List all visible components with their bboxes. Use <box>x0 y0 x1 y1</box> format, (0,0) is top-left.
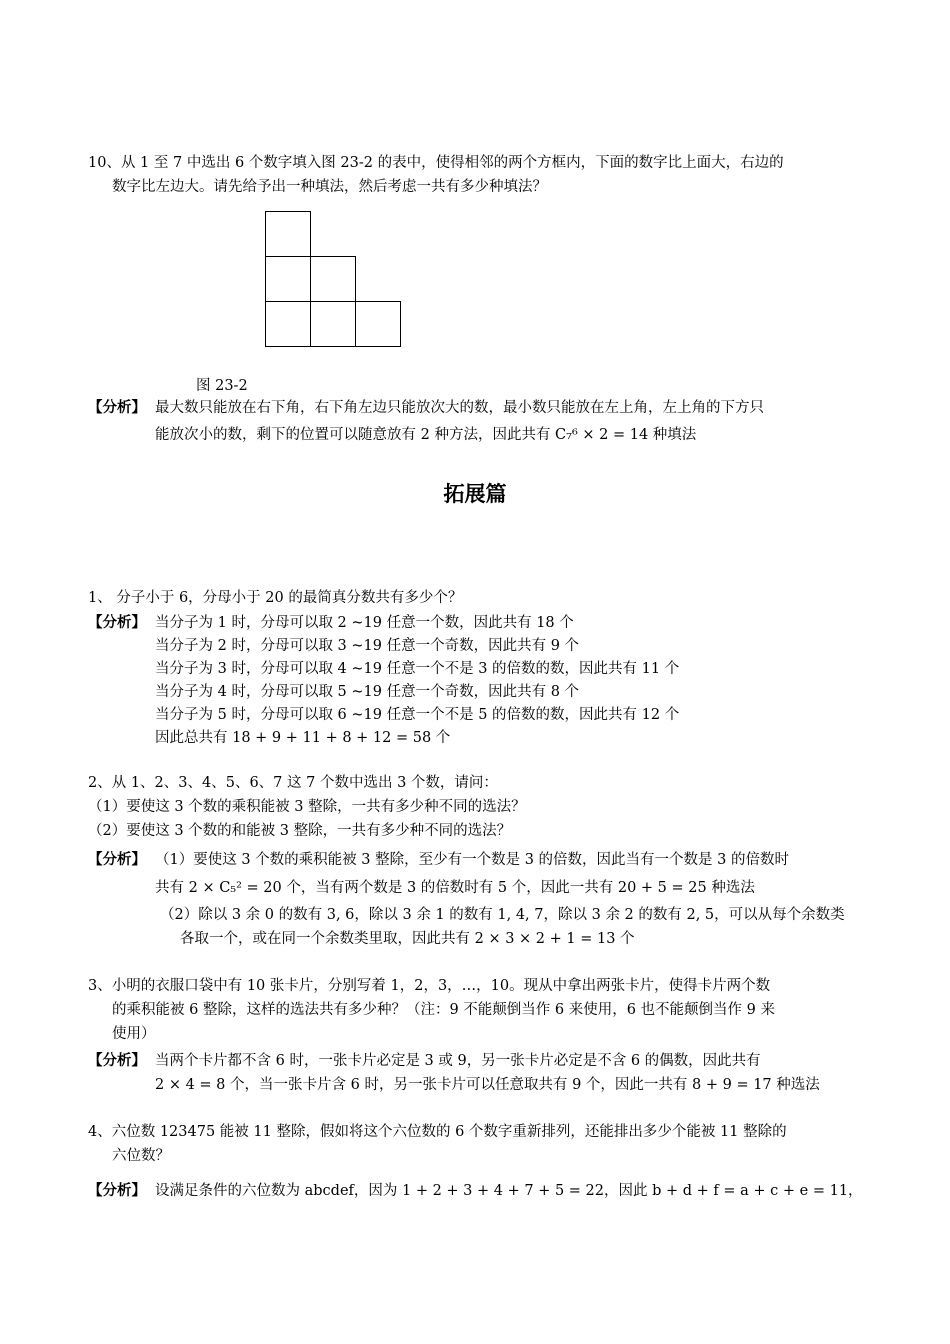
q10-analysis-line2: 能放次小的数，剩下的位置可以随意放有 2 种方法，因此共有 C₇⁶ × 2 = 14 种填法 <box>155 427 697 443</box>
q2-sub1: （1）要使这 3 个数的乘积能被 3 整除，一共有多少种不同的选法？ <box>88 799 526 815</box>
q10-analysis-line1: 最大数只能放在右下角，右下角左边只能放次大的数，最小数只能放在左上角，左上角的下方只 <box>155 400 764 416</box>
grid-cell <box>355 301 401 347</box>
q10-line1: 10、从 1 至 7 中选出 6 个数字填入图 23-2 的表中，使得相邻的两个方框内，下面的数字比上面大，右边的 <box>88 155 784 171</box>
q2-a1-line2: 共有 2 × C₅² = 20 个，当有两个数是 3 的倍数时有 5 个，因此一共有 20 + 5 = 25 种选法 <box>155 880 755 896</box>
q1-analysis-line: 当分子为 4 时，分母可以取 5 ~19 任意一个奇数，因此共有 8 个 <box>155 684 580 700</box>
analysis-tag: 【分析】 <box>88 1053 146 1069</box>
q10-line2: 数字比左边大。请先给予出一种填法，然后考虑一共有多少种填法？ <box>112 179 547 195</box>
q3-a-line1: 当两个卡片都不含 6 时，一张卡片必定是 3 或 9，另一张卡片必定是不含 6 的偶数，因此共有 <box>155 1053 761 1069</box>
q1-analysis-line: 当分子为 3 时，分母可以取 4 ~19 任意一个不是 3 的倍数的数，因此共有 11 个 <box>155 661 680 677</box>
grid-cell <box>310 301 356 347</box>
q1-analysis-line: 当分子为 1 时，分母可以取 2 ~19 任意一个数，因此共有 18 个 <box>155 615 574 631</box>
analysis-tag: 【分析】 <box>88 852 146 868</box>
q4-line2: 六位数？ <box>112 1148 170 1164</box>
q1-analysis-line: 因此总共有 18 + 9 + 11 + 8 + 12 = 58 个 <box>155 730 451 746</box>
q1-analysis-line: 当分子为 5 时，分母可以取 6 ~19 任意一个不是 5 的倍数的数，因此共有 12 个 <box>155 707 680 723</box>
q1-question: 1、 分子小于 6，分母小于 20 的最简真分数共有多少个？ <box>88 590 463 606</box>
grid-cell <box>310 256 356 302</box>
figure-label: 图 23-2 <box>196 378 248 394</box>
grid-cell <box>265 256 311 302</box>
grid-cell <box>265 301 311 347</box>
q1-analysis-line: 当分子为 2 时，分母可以取 3 ~19 任意一个奇数，因此共有 9 个 <box>155 638 580 654</box>
q2-a2-line1: （2）除以 3 余 0 的数有 3, 6，除以 3 余 1 的数有 1, 4, 7，除以 3 余 2 的数有 2, 5，可以从每个余数类 <box>160 907 845 923</box>
section-title: 拓展篇 <box>443 482 507 506</box>
analysis-tag: 【分析】 <box>88 1183 146 1199</box>
q4-a-line1: 设满足条件的六位数为 abcdef，因为 1 + 2 + 3 + 4 + 7 + 5 = 22，因此 b + d + f = a + c + e = 11， <box>155 1183 863 1199</box>
q2-question: 2、从 1、2、3、4、5、6、7 这 7 个数中选出 3 个数，请问： <box>88 775 498 791</box>
q3-line3: 使用） <box>112 1026 156 1042</box>
grid-cell <box>265 211 311 257</box>
q2-a2-line2: 各取一个，或在同一个余数类里取，因此共有 2 × 3 × 2 + 1 = 13 个 <box>180 931 635 947</box>
q2-a1-line1: （1）要使这 3 个数的乘积能被 3 整除，至少有一个数是 3 的倍数，因此当有一个数是 3 的倍数时 <box>155 852 789 868</box>
q4-line1: 4、六位数 123475 能被 11 整除，假如将这个六位数的 6 个数字重新排列，还能排出多少个能被 11 整除的 <box>88 1124 787 1140</box>
analysis-tag: 【分析】 <box>88 615 146 631</box>
q2-sub2: （2）要使这 3 个数的和能被 3 整除，一共有多少种不同的选法？ <box>88 823 512 839</box>
q3-line1: 3、小明的衣服口袋中有 10 张卡片，分别写着 1，2，3，…，10。现从中拿出两张卡片，使得卡片两个数 <box>88 978 771 994</box>
q3-a-line2: 2 × 4 = 8 个，当一张卡片含 6 时，另一张卡片可以任意取共有 9 个，因此一共有 8 + 9 = 17 种选法 <box>155 1077 820 1093</box>
analysis-tag: 【分析】 <box>88 400 146 416</box>
q3-line2: 的乘积能被 6 整除，这样的选法共有多少种？（注：9 不能颠倒当作 6 来使用，6 也不能颠倒当作 9 来 <box>112 1002 775 1018</box>
